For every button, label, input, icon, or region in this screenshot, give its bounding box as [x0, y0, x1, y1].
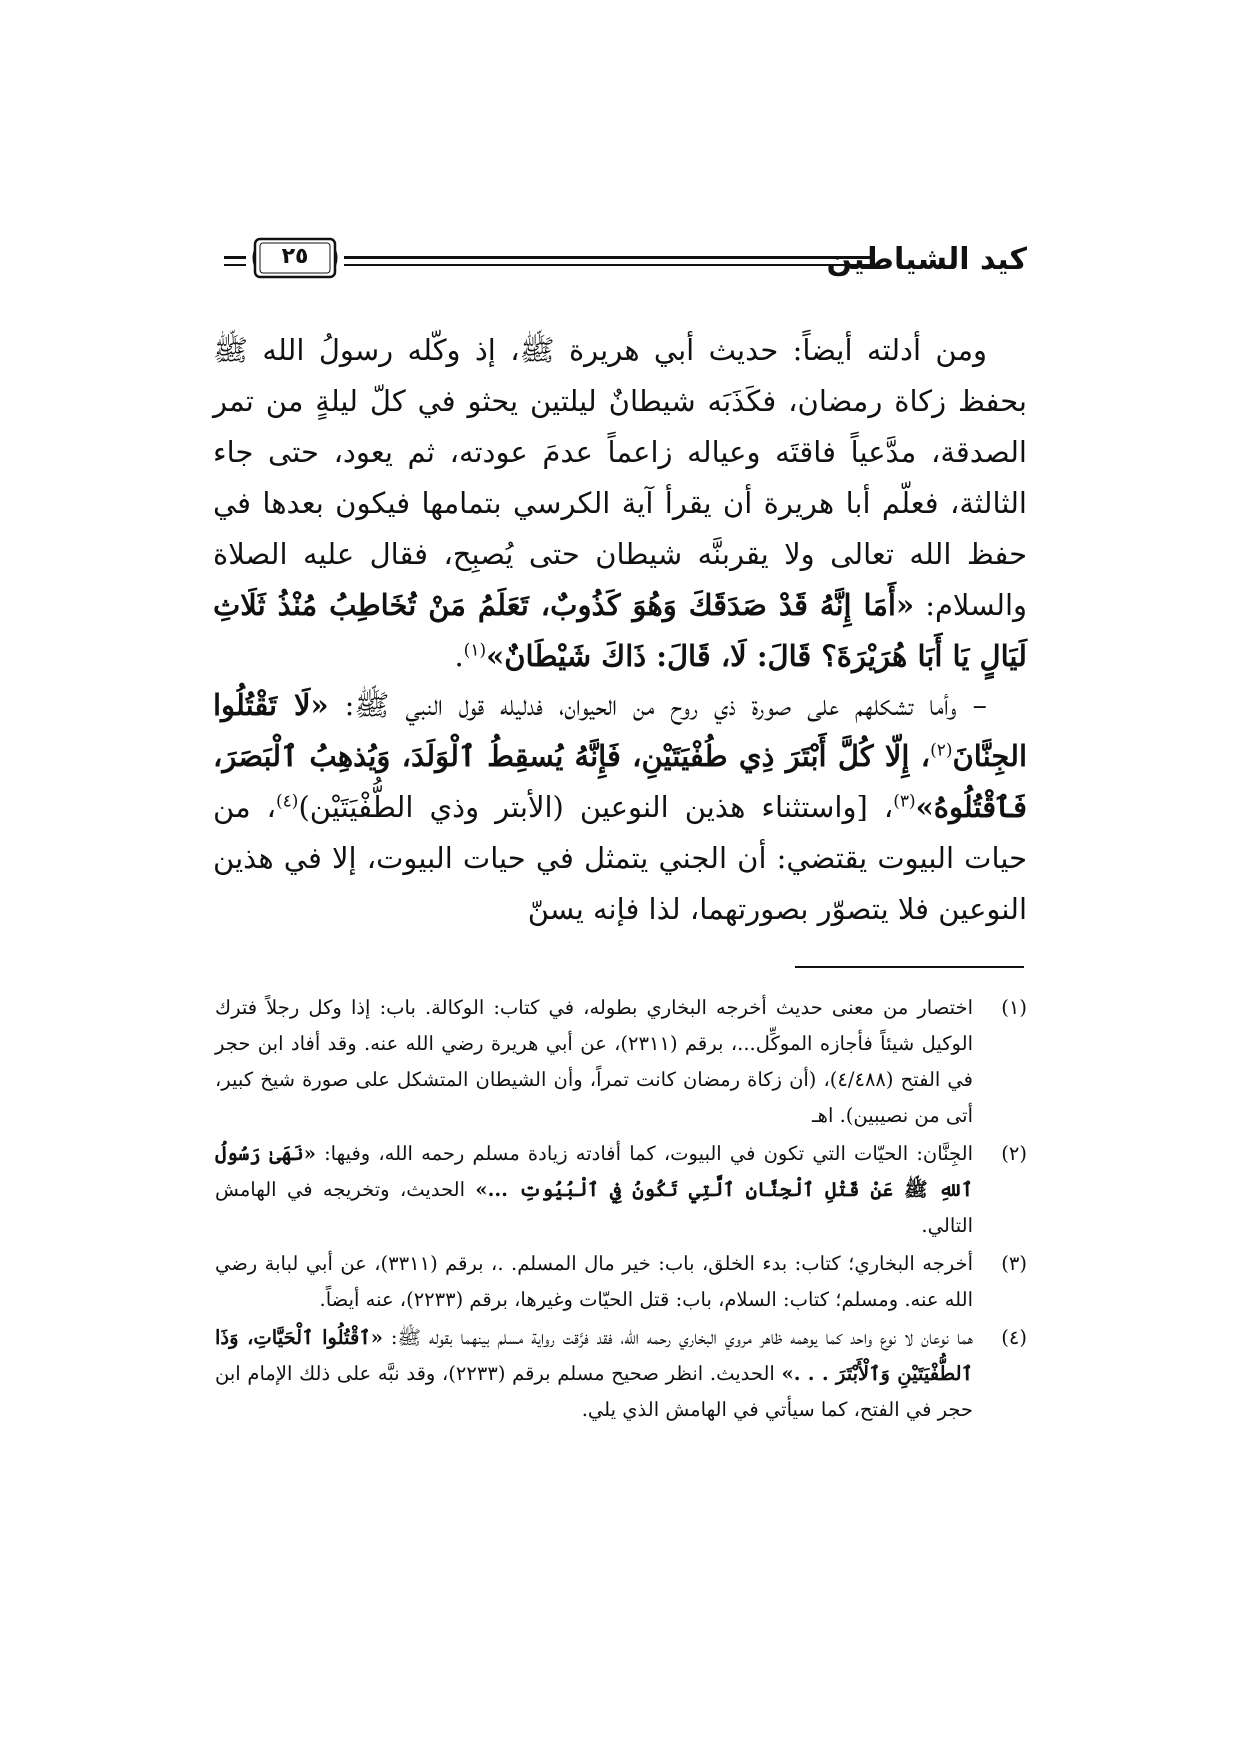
footnote-4	[215, 1320, 1027, 1428]
page-number-frame	[252, 236, 338, 280]
footnote-3	[215, 1246, 1027, 1318]
footnote-number: (٢)	[1001, 1142, 1027, 1165]
page-number: ٢٥	[281, 244, 309, 269]
footnote-text: الجِنَّان: الحيّات التي تكون في البيوت، كما أفادته زيادة مسلم رحمه الله، وفيها:	[315, 1142, 973, 1165]
paragraph-2	[213, 680, 1027, 935]
footnote-number: (٣)	[1001, 1252, 1027, 1275]
hadith-quote: «أَمَا إِنَّهُ قَدْ صَدَقَكَ وَهُوَ كَذُوبٌ، تَعَلَمُ مَنْ تُخَاطِبُ مُنْذُ ثَلَاثِ لَيَالٍ يَا أَبَا هُرَيْرَةَ؟ قَالَ: لَا، قَالَ: ذَاكَ شَيْطَانٌ»	[213, 588, 1027, 673]
paragraph-text: ومن أدلته أيضاً: حديث أبي هريرة ﷺ، إذ وكّله رسولُ الله ﷺ بحفظ زكاة رمضان، فكَذَبَه شيطانٌ ليلتين يحثو في كلّ ليلةٍ من تمر الصدقة، مدَّعياً فاقتَه وعياله زاعماً عدمَ عودته، ثم يعود، حتى جاء الثالثة، فعلّم أبا هريرة أن يقرأ آية الكرسي بتمامها فيكون بعدها في حفظ الله تعالى ولا يقربنَّه شيطان حتى يُصبِح، فقال عليه الصلاة والسلام:	[213, 333, 1028, 622]
footnote-ref-4[interactable]: (٤)	[276, 791, 299, 812]
footnote-text: هما نوعان لا نوع واحد كما يوهمه ظاهر مروي البخاري رحمه الله، فقد فرَّقت رواية مسلم بينهما بقوله ﷺ:	[382, 1326, 973, 1349]
footnote-ref-3[interactable]: (٣)	[893, 791, 916, 812]
footnote-text: الحديث. انظر صحيح مسلم برقم (٢٢٣٣)، وقد نبَّه على ذلك الإمام ابن حجر في الفتح، كما سيأتي في الهامش الذي يلي.	[215, 1362, 973, 1421]
footnote-number: (٤)	[1001, 1326, 1027, 1349]
footnote-quote: «نَهَىٰ رَسُولُ ٱللهِ ﷺ عَنْ قَتْلِ ٱلْجِنَّانِ ٱلَّتِي تَكُونُ فِي ٱلْبُيُوتِ ...»	[215, 1142, 973, 1201]
footnote-text: أخرجه البخاري؛ كتاب: بدء الخلق، باب: خير مال المسلم. .، برقم (٣٣١١)، عن أبي لبابة رضي الله عنه. ومسلم؛ كتاب: السلام، باب: قتل الحيّات وغيرها، برقم (٢٢٣٣)، عنه أيضاً.	[215, 1252, 973, 1311]
paragraph-tail: .	[454, 639, 464, 673]
footnote-ref-1[interactable]: (١)	[463, 640, 487, 661]
footnote-text: اختصار من معنى حديث أخرجه البخاري بطوله، في كتاب: الوكالة. باب: إذا وكل رجلاً فترك الوكيل شيئاً فأجازه الموكِّل...، برقم (٢٣١١)، عن أبي هريرة رضي الله عنه. وقد أفاد ابن حجر في الفتح (٤/٤٨٨)، (أن زكاة رمضان كانت تمراً، وأن الشيطان المتشكل على صورة شيخ كبير، أتى من نصيبين). اهـ	[215, 996, 973, 1127]
header-rule-short	[224, 256, 246, 266]
footnote-separator	[795, 966, 1024, 968]
paragraph-text: ، من حيات البيوت يقتضي: أن الجني يتمثل في حيات البيوت، إلا في هذين النوعين فلا يتصوّر بصورتهما، لذا فإنه يسنّ	[213, 790, 1027, 926]
book-title: كيد الشياطين	[826, 242, 1027, 277]
hadith-quote: ، إِلّا كُلَّ أَبْتَرَ ذِي طُفْيَتَيْنِ، فَإِنَّهُ يُسقِطُ ٱلْوَلَدَ، وَيُذهِبُ ٱلْبَصَرَ، فَٱقْتُلُوهُ»	[213, 739, 1027, 824]
header-rule	[344, 256, 875, 266]
footnote-number: (١)	[1001, 996, 1027, 1019]
footnote-1	[215, 990, 1027, 1134]
footnotes	[215, 990, 1027, 1430]
footnote-text: الحديث، وتخريجه في الهامش التالي.	[215, 1178, 973, 1237]
hadith-quote: «لَا تَقْتُلُوا الجِنَّانَ	[213, 688, 1027, 773]
paragraph-1	[213, 325, 1027, 682]
footnote-ref-2[interactable]: (٢)	[930, 740, 953, 761]
paragraph-text: – وأما تشكلهم على صورة ذي روح من الحيوان، فدليله قول النبي ﷺ:	[328, 688, 987, 722]
running-header	[224, 236, 1027, 286]
footnote-quote: «ٱقْتُلُوا ٱلْحَيَّاتِ، وَذَا ٱلطُّفْيَتَيْنِ وَٱلْأَبْتَرَ . . .»	[215, 1326, 973, 1385]
paragraph-text: ، [واستثناء هذين النوعين (الأبتر وذي الطُّفْيَتَيْن)	[298, 790, 894, 824]
footnote-2	[215, 1136, 1027, 1244]
